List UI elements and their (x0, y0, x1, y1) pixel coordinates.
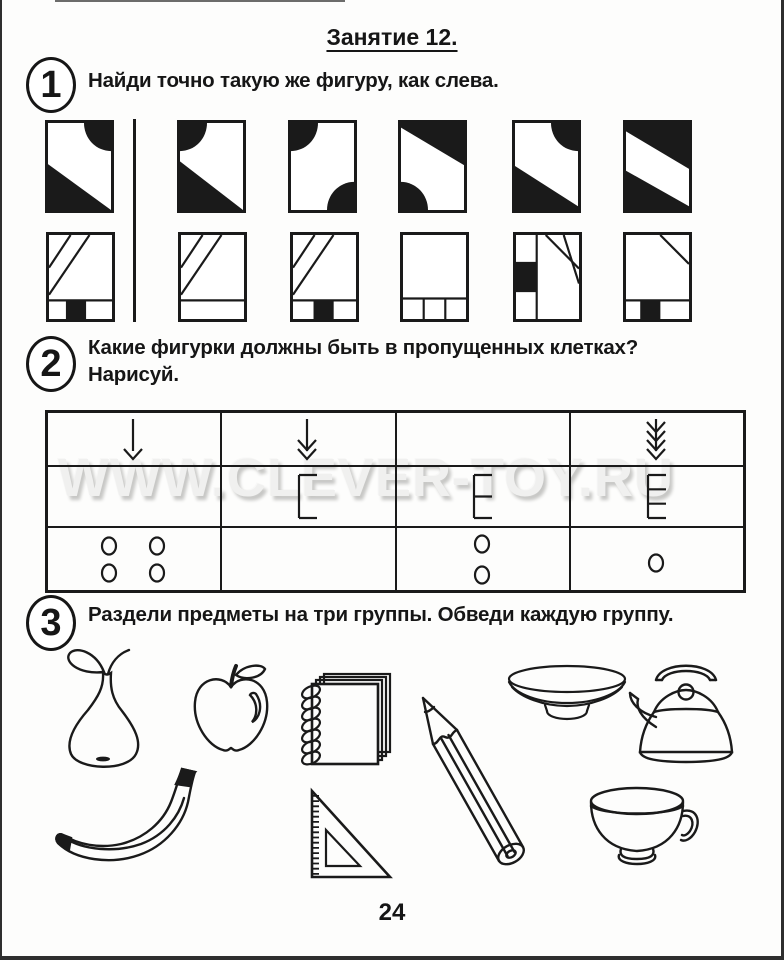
scan-edge-top (55, 0, 345, 2)
task1-row1-choice-card-4[interactable] (512, 120, 581, 213)
task2-row-arrows (48, 413, 743, 465)
scan-edge-left (0, 0, 2, 960)
task2-instruction-line2: Нарисуй. (88, 363, 179, 386)
page-number: 24 (378, 899, 406, 926)
bowl-drawing[interactable] (503, 662, 631, 730)
task2-cell-combs-col4 (569, 467, 743, 526)
set-square-outline (312, 791, 390, 877)
pencil-side-right (457, 730, 523, 847)
banana-drawing[interactable] (45, 758, 205, 876)
pear-body (69, 673, 138, 767)
task1-row2-choice-card-5[interactable] (623, 232, 692, 322)
task1-number: 1 (40, 63, 62, 106)
task3-instruction: Раздели предметы на три группы. Обведи каждую группу. (88, 603, 674, 626)
task2-cell-arrows-col1 (48, 413, 220, 465)
task1-row1-sample-card-0 (45, 120, 114, 213)
task1-row2-choice-card-1[interactable] (178, 232, 247, 322)
task1-number-badge (26, 57, 76, 113)
task2-cell-circles-col4 (569, 528, 743, 590)
pencil-facet-2 (442, 739, 508, 856)
task1-row1-choice-card-5[interactable] (623, 120, 692, 213)
task2-cell-circles-col3 (395, 528, 569, 590)
task1-instruction: Найди точно такую же фигуру, как слева. (88, 69, 499, 92)
pencil-end-hole (505, 849, 517, 859)
task1-row2-choice-card-4[interactable] (513, 232, 582, 322)
kettle-knob (679, 685, 694, 700)
task2-cell-combs-col1-empty[interactable] (48, 467, 220, 526)
spiral-notebook-drawing[interactable] (296, 670, 396, 774)
cup-rim-band (591, 806, 683, 814)
sample-divider-line (133, 119, 136, 322)
task2-row-circles (48, 526, 743, 590)
task2-cell-circles-col1 (48, 528, 220, 590)
bowl-foot (547, 711, 587, 719)
cup-handle-inner (682, 816, 692, 836)
apple-highlight (250, 693, 260, 722)
task2-cell-combs-col3 (395, 467, 569, 526)
banana-ridge (65, 798, 184, 849)
lesson-title-text: Занятие 12. (326, 24, 458, 50)
task2-number: 2 (40, 342, 62, 385)
bowl-rim (509, 666, 625, 692)
notebook-cover (312, 684, 378, 764)
kettle-shoulder (654, 709, 718, 712)
pencil-side-left (433, 744, 499, 861)
banana-outline (56, 769, 195, 860)
pear-stem (108, 650, 129, 674)
task2-instruction (88, 334, 728, 388)
cup-drawing[interactable] (583, 783, 701, 875)
set-square-drawing[interactable] (296, 786, 396, 884)
task3-number-badge (26, 595, 76, 651)
task3-number: 3 (40, 601, 62, 644)
task2-cell-combs-col2 (220, 467, 394, 526)
kettle-base (640, 752, 732, 762)
task2-cell-circles-col2-empty[interactable] (220, 528, 394, 590)
watermark: WWW.CLEVER-TOY.RU (58, 448, 674, 508)
kettle-handle-outer (656, 666, 716, 680)
kettle-body (640, 712, 732, 752)
scan-edge-bottom (0, 956, 784, 960)
set-square-hole (326, 830, 360, 866)
pencil-facet-1 (449, 735, 515, 852)
apple-drawing[interactable] (188, 662, 274, 760)
kettle-handle-inner (662, 671, 710, 680)
task2-instruction-line1: Какие фигурки должны быть в пропущенных клетках? (88, 336, 639, 359)
task2-row-combs (48, 465, 743, 526)
lesson-title (0, 24, 784, 51)
task2-number-badge (26, 336, 76, 392)
task1-row1-choice-card-2[interactable] (288, 120, 357, 213)
pear-leaf (68, 650, 104, 672)
task1-row1-choice-card-1[interactable] (177, 120, 246, 213)
banana-end-tip (56, 834, 71, 849)
apple-leaf (236, 666, 265, 678)
task2-cell-arrows-col3-empty[interactable] (395, 413, 569, 465)
task1-row2-sample-card-0 (46, 232, 115, 322)
task1-row2-choice-card-2[interactable] (290, 232, 359, 322)
kettle-drawing[interactable] (626, 655, 741, 775)
task2-cell-arrows-col2 (220, 413, 394, 465)
task2-cell-arrows-col4 (569, 413, 743, 465)
task1-row2-choice-card-3[interactable] (400, 232, 469, 322)
task2-table (45, 410, 746, 593)
task1-row1-choice-card-3[interactable] (398, 120, 467, 213)
